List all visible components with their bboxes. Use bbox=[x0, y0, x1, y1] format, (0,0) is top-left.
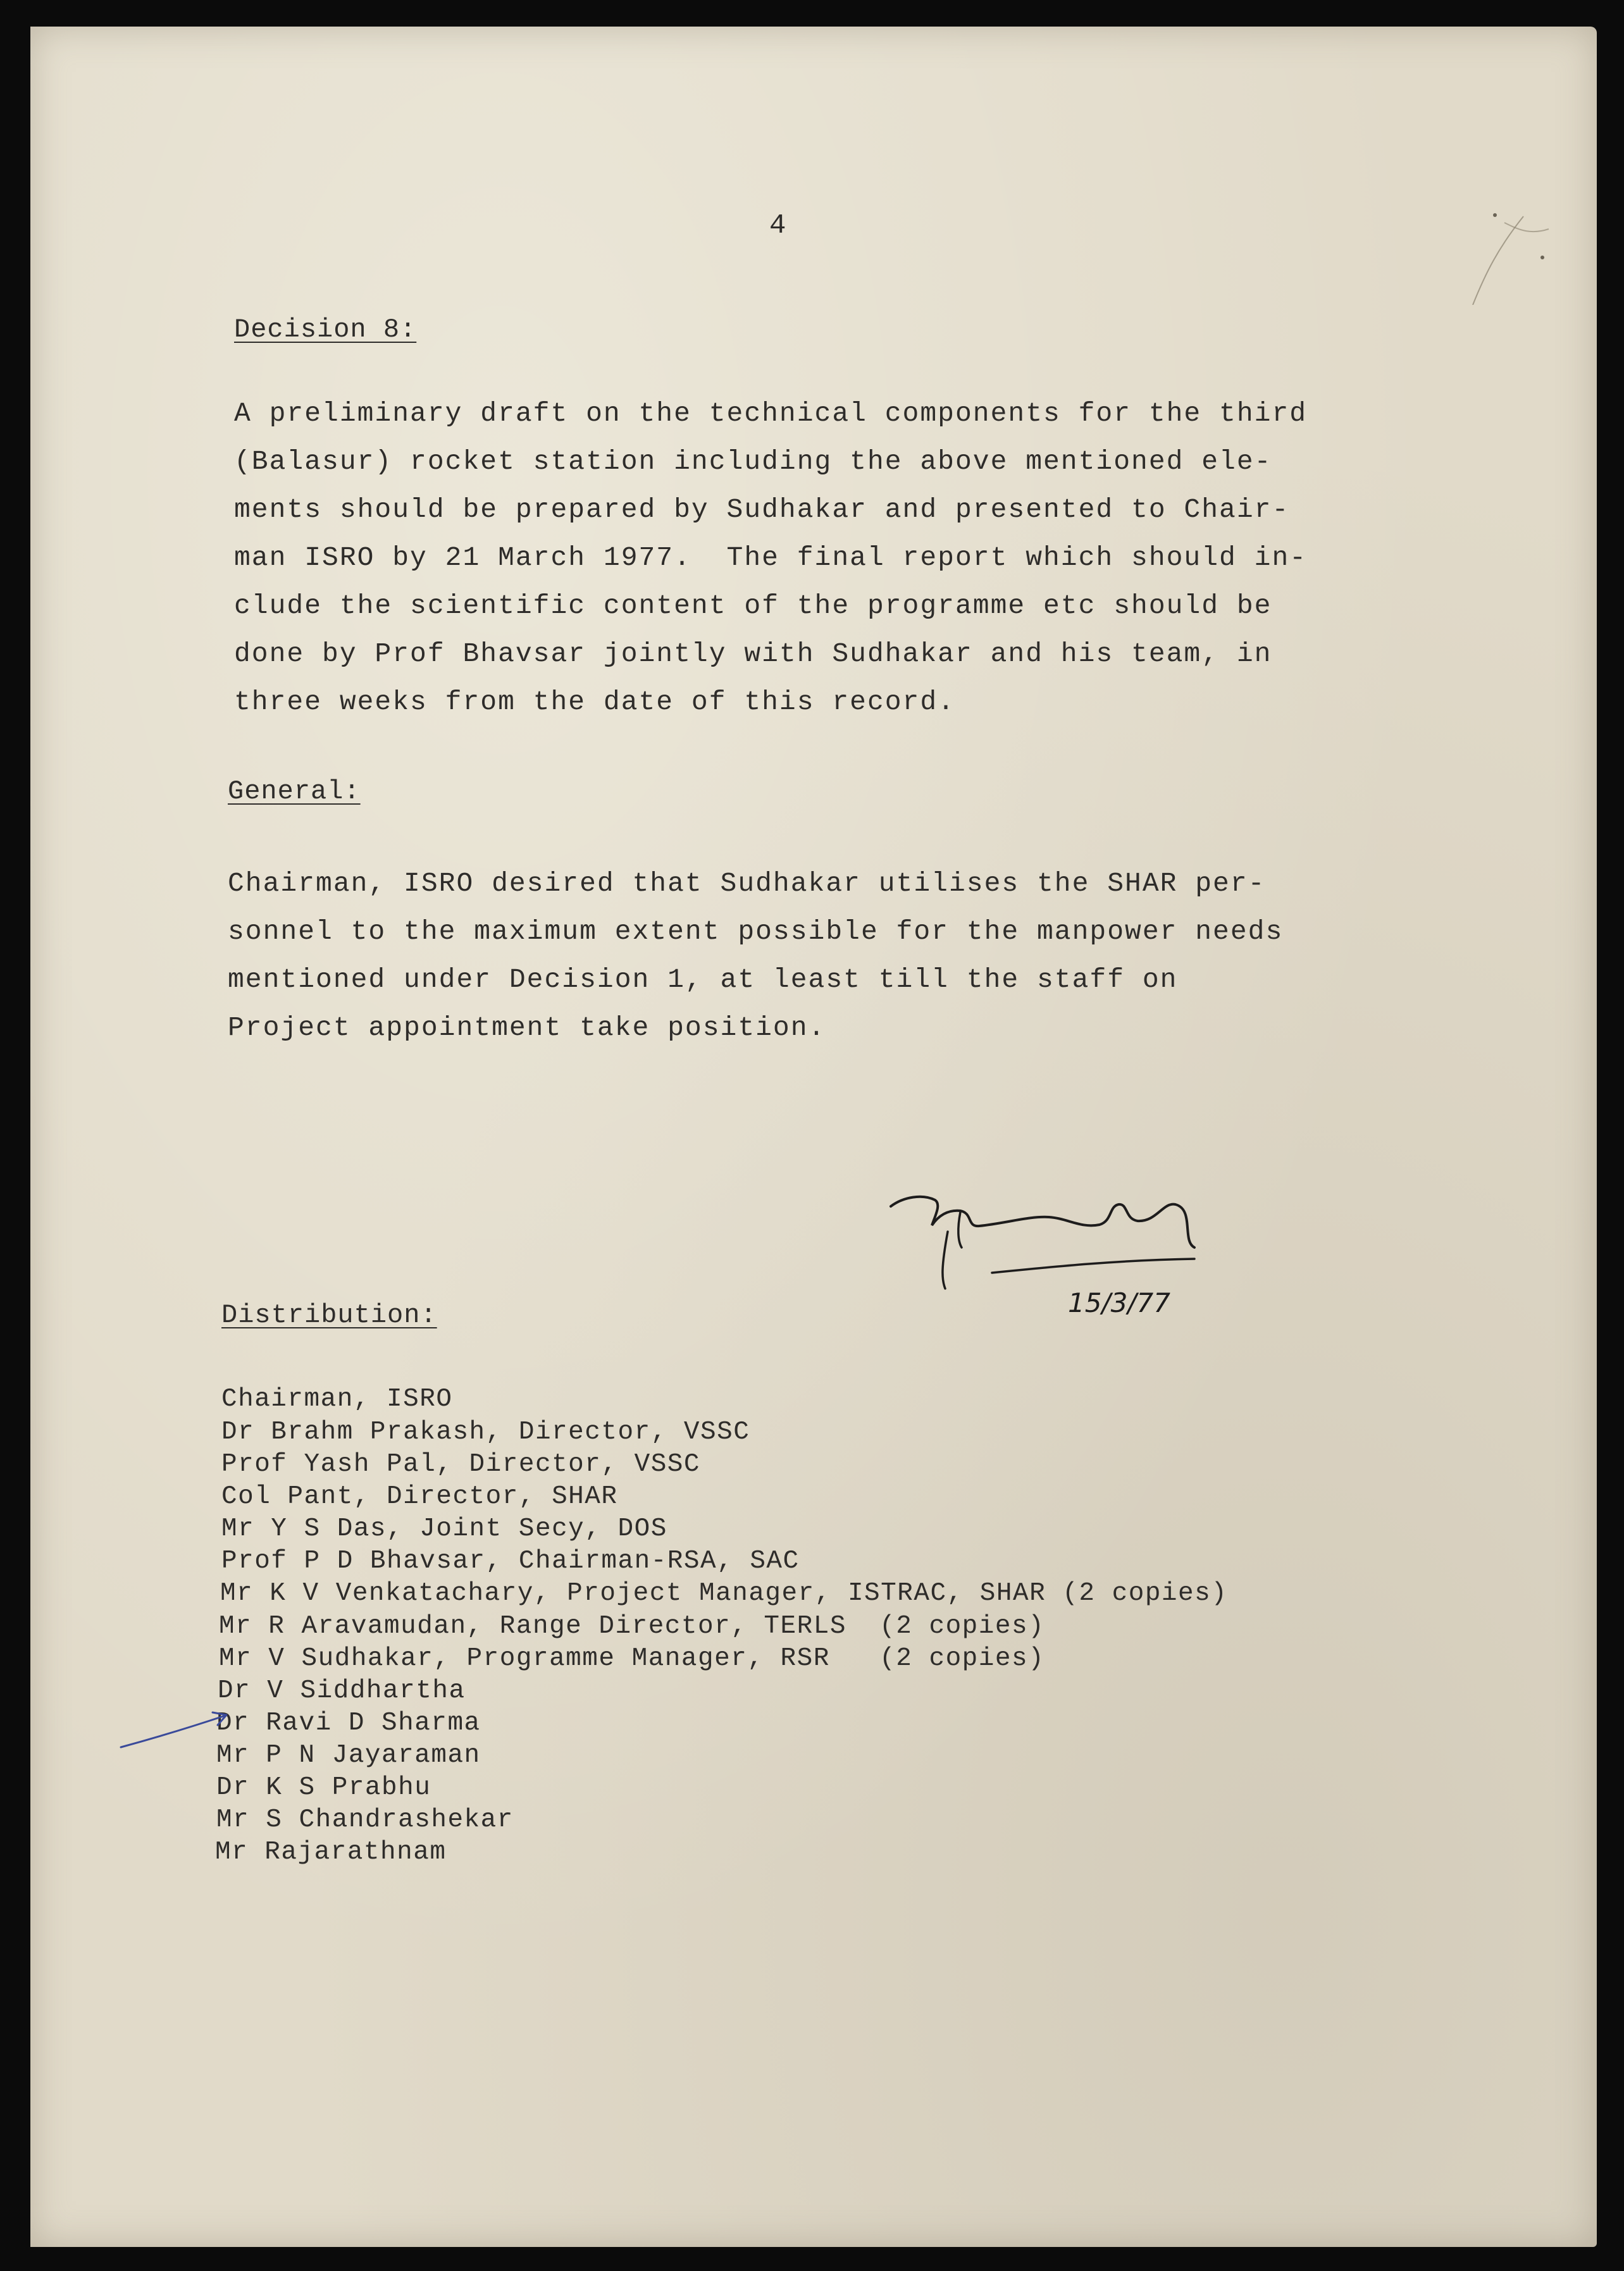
page-number: 4 bbox=[769, 210, 787, 242]
document-page bbox=[30, 27, 1597, 2247]
decision-heading: Decision 8: bbox=[234, 314, 417, 345]
recipient-line: Col Pant, Director, SHAR bbox=[221, 1482, 618, 1511]
general-line: Chairman, ISRO desired that Sudhakar utilises the SHAR per- bbox=[228, 868, 1266, 899]
general-line: Project appointment take position. bbox=[228, 1012, 826, 1043]
pen-arrow-mark bbox=[118, 1706, 232, 1754]
general-heading: General: bbox=[228, 776, 361, 807]
decision-line: A preliminary draft on the technical components for the third bbox=[234, 398, 1308, 429]
decision-line: clude the scientific content of the programme etc should be bbox=[234, 590, 1272, 621]
paper-fold-mark bbox=[1466, 191, 1555, 305]
decision-line: man ISRO by 21 March 1977. The final report which should in- bbox=[234, 542, 1308, 573]
recipient-line: Dr V Siddhartha bbox=[218, 1676, 466, 1705]
recipient-line: Mr V Sudhakar, Programme Manager, RSR (2 copies) bbox=[219, 1644, 1045, 1673]
recipient-line: Mr Y S Das, Joint Secy, DOS bbox=[221, 1514, 667, 1544]
distribution-heading: Distribution: bbox=[221, 1300, 437, 1330]
general-line: mentioned under Decision 1, at least till the staff on bbox=[228, 964, 1178, 995]
handwritten-signature bbox=[878, 1172, 1258, 1330]
recipient-line: Prof Yash Pal, Director, VSSC bbox=[221, 1450, 701, 1479]
recipient-line: Mr Rajarathnam bbox=[215, 1838, 447, 1867]
signature-date: 15/3/77 bbox=[1068, 1287, 1170, 1318]
recipient-line: Dr Ravi D Sharma bbox=[216, 1709, 481, 1738]
decision-line: (Balasur) rocket station including the above mentioned ele- bbox=[234, 446, 1272, 477]
recipient-line: Dr K S Prabhu bbox=[216, 1773, 431, 1802]
recipient-line: Mr K V Venkatachary, Project Manager, ISTRAC, SHAR (2 copies) bbox=[220, 1579, 1228, 1608]
decision-line: done by Prof Bhavsar jointly with Sudhakar and his team, in bbox=[234, 638, 1272, 669]
recipient-line: Dr Brahm Prakash, Director, VSSC bbox=[221, 1418, 750, 1447]
recipient-line: Prof P D Bhavsar, Chairman-RSA, SAC bbox=[221, 1547, 800, 1576]
recipient-line: Mr P N Jayaraman bbox=[216, 1741, 481, 1770]
decision-line: three weeks from the date of this record. bbox=[234, 686, 955, 717]
recipient-line: Mr S Chandrashekar bbox=[216, 1805, 514, 1835]
recipient-line: Chairman, ISRO bbox=[221, 1385, 453, 1414]
decision-line: ments should be prepared by Sudhakar and presented to Chair- bbox=[234, 494, 1290, 525]
recipient-line: Mr R Aravamudan, Range Director, TERLS (2 copies) bbox=[219, 1612, 1045, 1641]
general-line: sonnel to the maximum extent possible for the manpower needs bbox=[228, 916, 1284, 947]
